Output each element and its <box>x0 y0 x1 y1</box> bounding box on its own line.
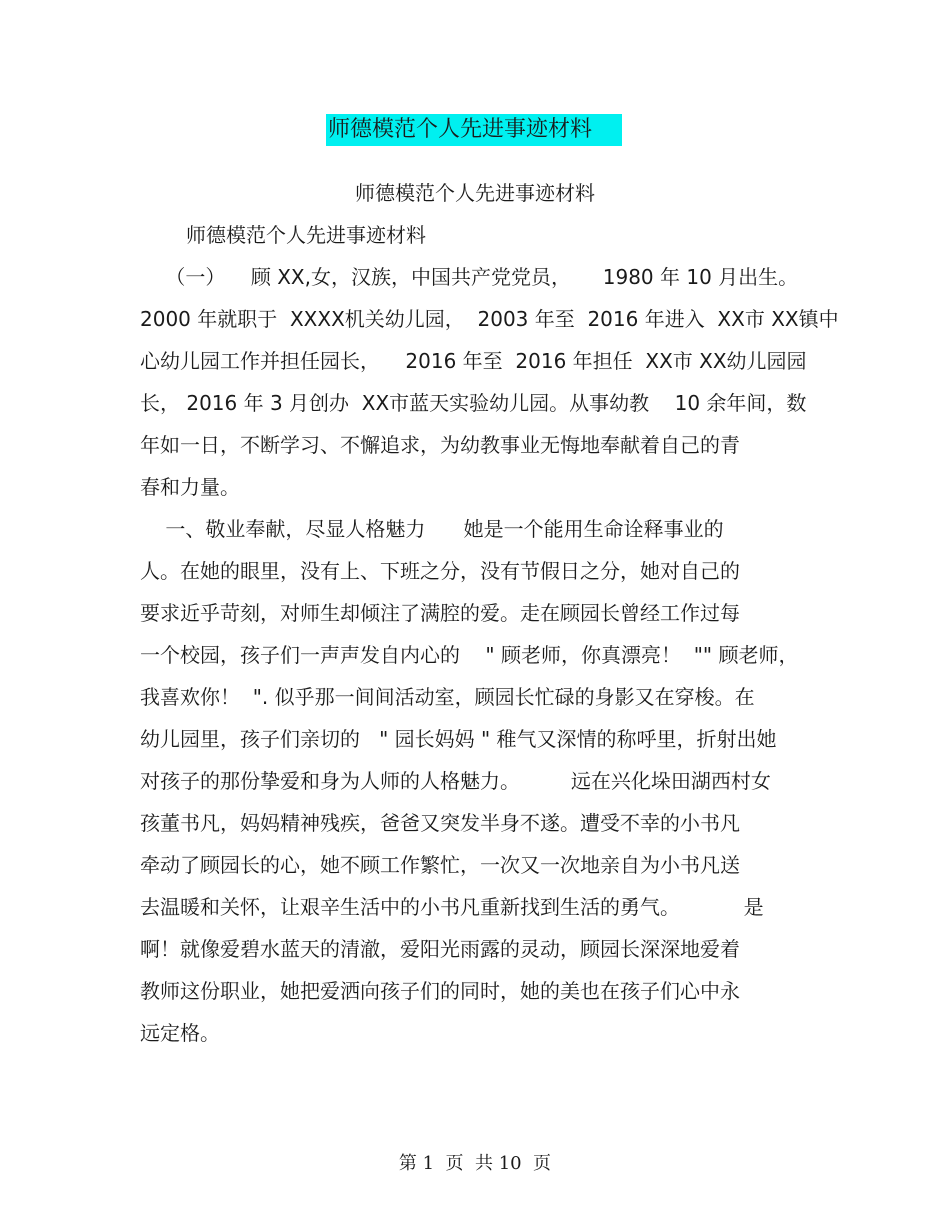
body-line: 2000 年就职于 XXXX机关幼儿园， 2003 年至 2016 年进入 XX市 XX镇中 <box>140 307 839 331</box>
body-line: 远定格。 <box>140 1021 220 1045</box>
body-line: 人。在她的眼里，没有上、下班之分，没有节假日之分，她对自己的 <box>140 559 740 583</box>
body-line: 孩董书凡，妈妈精神残疾，爸爸又突发半身不遂。遭受不幸的小书凡 <box>140 811 740 835</box>
body-line: 去温暖和关怀，让艰辛生活中的小书凡重新找到生活的勇气。 是 <box>140 895 764 919</box>
page-indicator: 第 1 页 共 10 页 <box>398 1153 552 1174</box>
body-line: 牵动了顾园长的心，她不顾工作繁忙，一次又一次地亲自为小书凡送 <box>140 853 740 877</box>
body-line: （一） 顾 XX,女，汉族，中国共产党党员， 1980 年 10 月出生。 <box>140 265 799 289</box>
body-line: 要求近乎苛刻，对师生却倾注了满腔的爱。走在顾园长曾经工作过每 <box>140 601 740 625</box>
body-line: 心幼儿园工作并担任园长， 2016 年至 2016 年担任 XX市 XX幼儿园园 <box>140 349 807 373</box>
document-subheading: 师德模范个人先进事迹材料 <box>186 223 426 247</box>
body-line: 我喜欢你！ ". 似乎那一间间活动室，顾园长忙碌的身影又在穿梭。在 <box>140 685 755 709</box>
document-header-title: 师德模范个人先进事迹材料 <box>326 114 622 146</box>
body-line: 长， 2016 年 3 月创办 XX市蓝天实验幼儿园。从事幼教 10 余年间，数 <box>140 391 807 415</box>
body-line: 一、敬业奉献，尽显人格魅力 她是一个能用生命诠释事业的 <box>140 517 724 541</box>
body-line: 年如一日，不断学习、不懈追求，为幼教事业无悔地奉献着自己的青 <box>140 433 740 457</box>
body-line: 春和力量。 <box>140 475 240 499</box>
body-line: 幼儿园里，孩子们亲切的 " 园长妈妈 " 稚气又深情的称呼里，折射出她 <box>140 727 777 751</box>
document-subtitle: 师德模范个人先进事迹材料 <box>355 181 595 205</box>
body-line: 一个校园，孩子们一声声发自内心的 " 顾老师，你真漂亮！ "" 顾老师， <box>140 643 799 667</box>
body-line: 对孩子的那份挚爱和身为人师的人格魅力。 远在兴化垛田湖西村女 <box>140 769 771 793</box>
body-line: 啊！就像爱碧水蓝天的清澈，爱阳光雨露的灵动，顾园长深深地爱着 <box>140 937 740 961</box>
body-line: 教师这份职业，她把爱洒向孩子们的同时，她的美也在孩子们心中永 <box>140 979 740 1003</box>
